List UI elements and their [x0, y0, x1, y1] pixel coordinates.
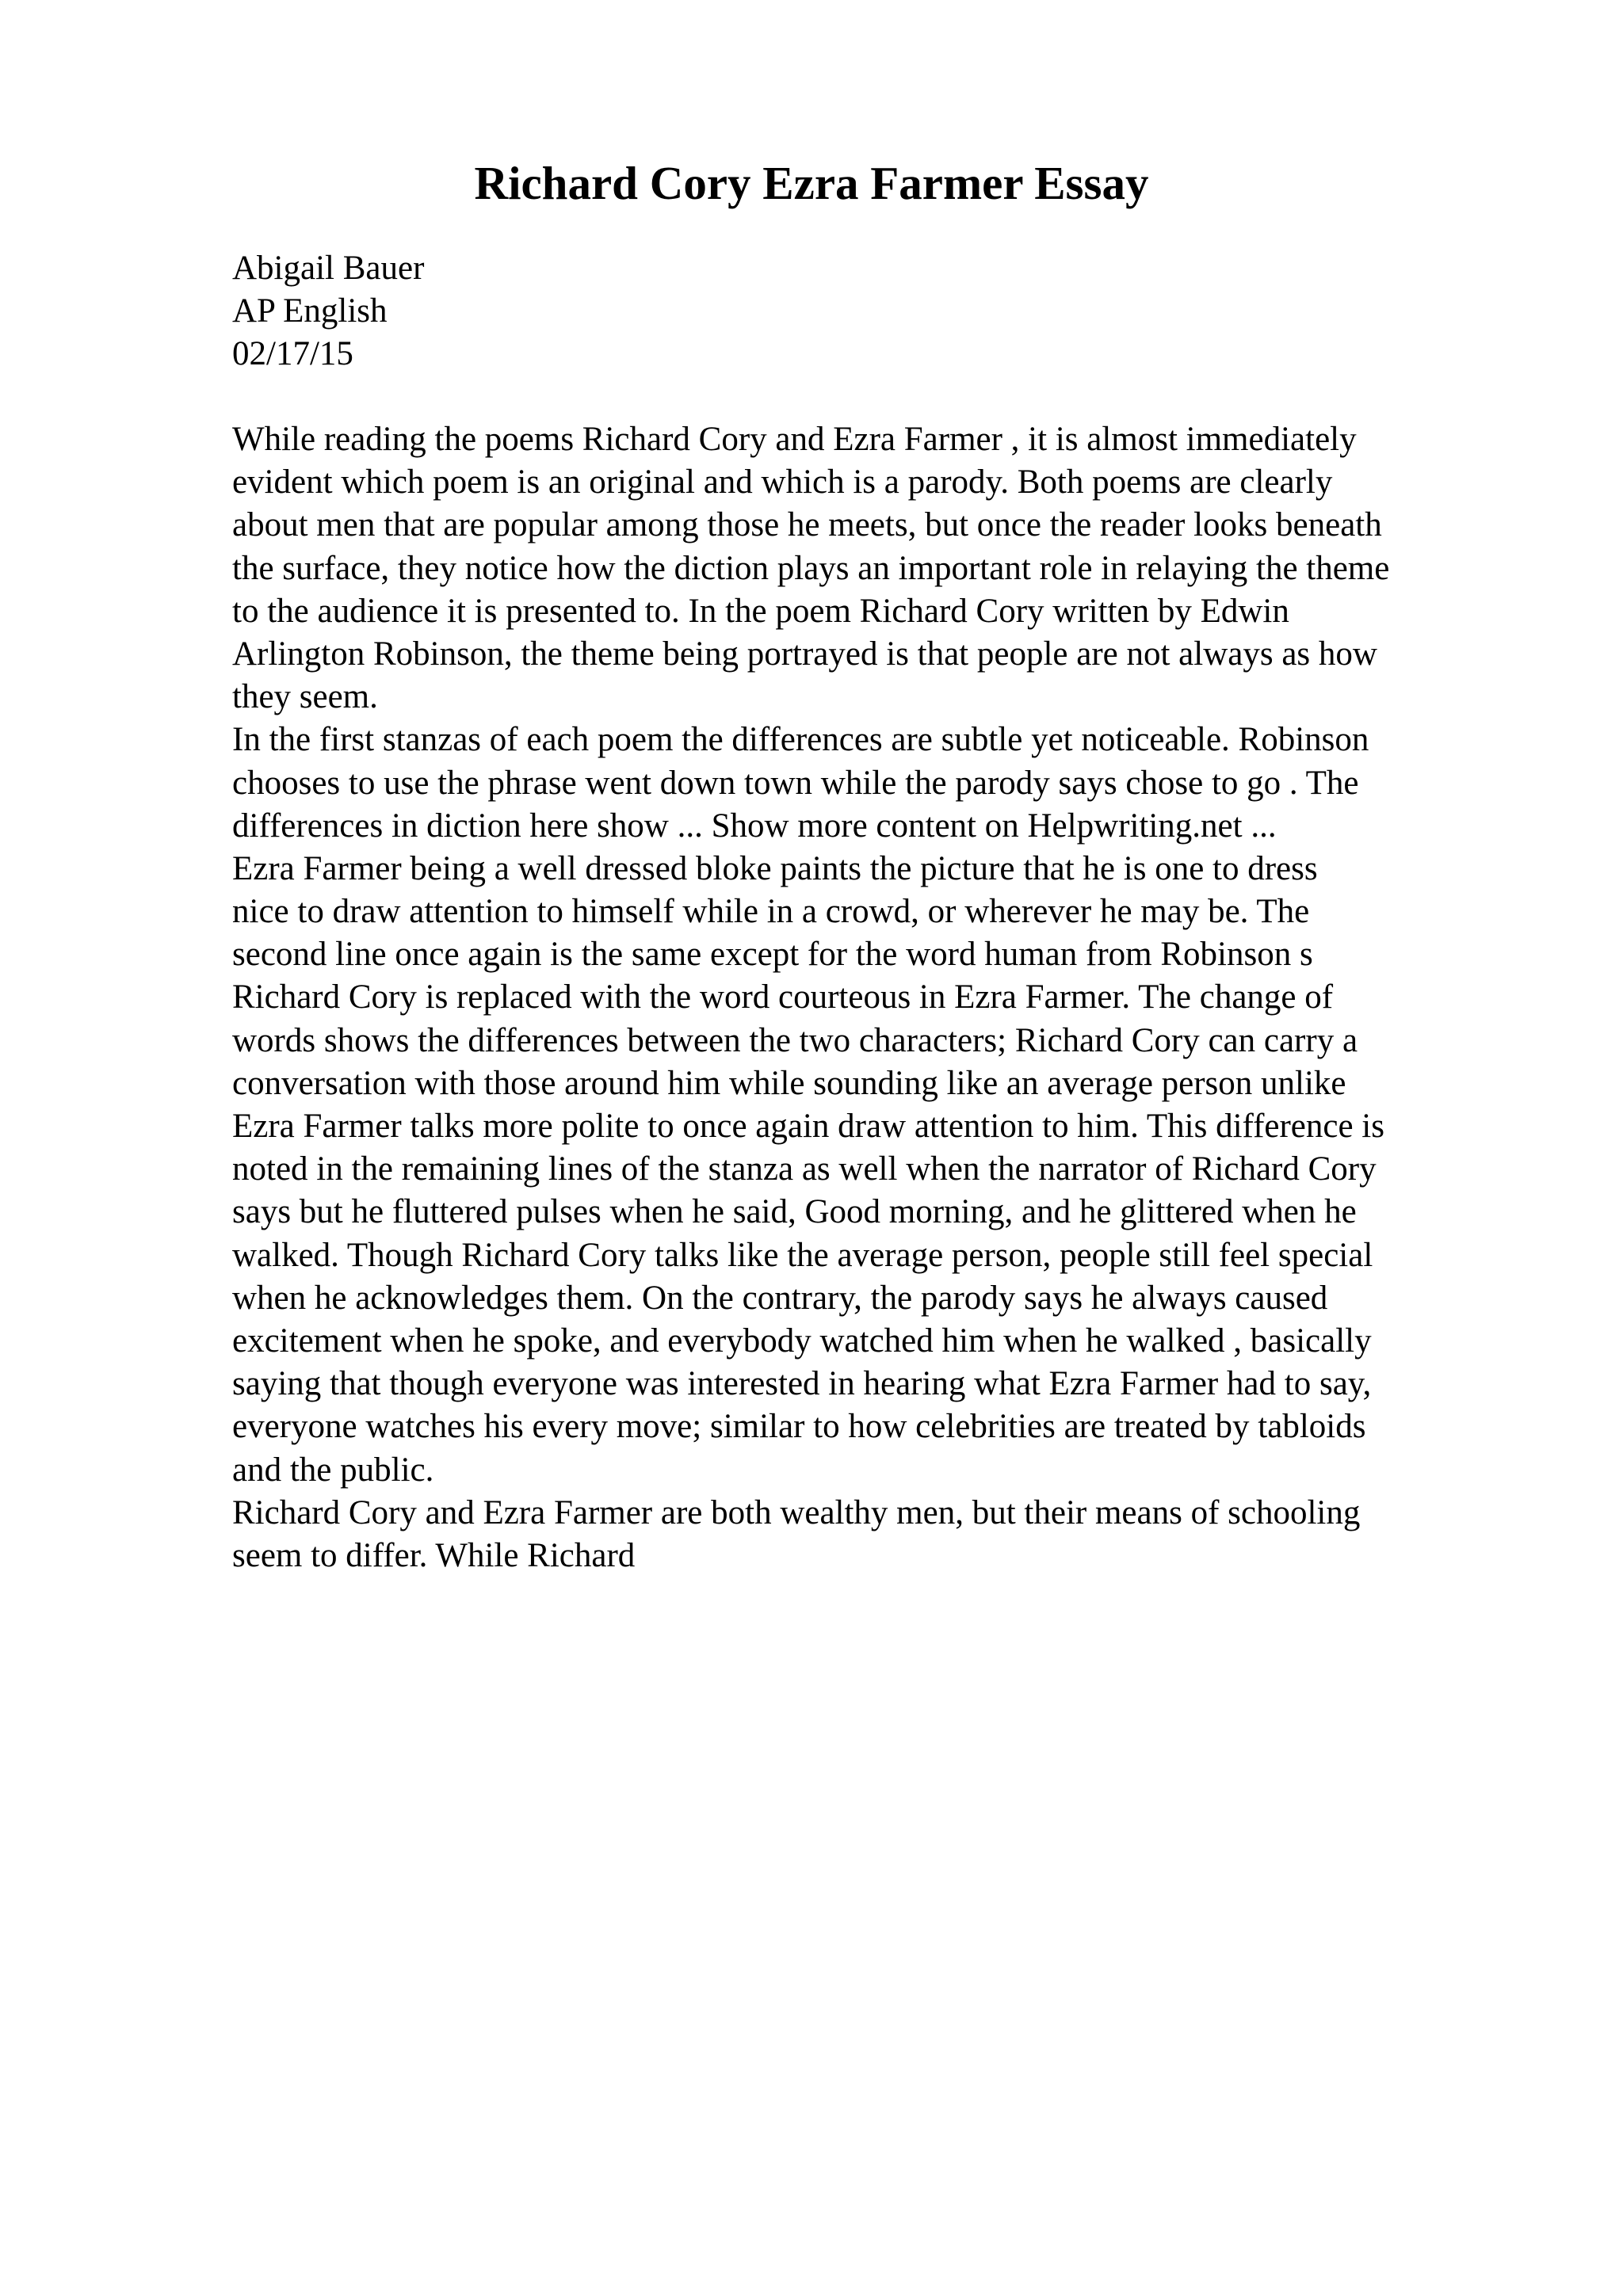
essay-line: everyone watches his every move; similar to how celebrities are treated by tabloids [232, 1408, 1366, 1446]
essay-line: says but he fluttered pulses when he said, Good morning, and he glittered when he [232, 1193, 1357, 1231]
essay-line: Richard Cory is replaced with the word courteous in Ezra Farmer. The change of [232, 978, 1334, 1016]
course-name: AP English [232, 292, 388, 330]
essay-line: saying that though everyone was interested in hearing what Ezra Farmer had to say, [232, 1365, 1372, 1403]
essay-line: Arlington Robinson, the theme being portrayed is that people are not always as how [232, 635, 1377, 673]
essay-line: about men that are popular among those he meets, but once the reader looks beneath [232, 506, 1382, 544]
essay-line: to the audience it is presented to. In the poem Richard Cory written by Edwin [232, 592, 1289, 630]
essay-line: Ezra Farmer being a well dressed bloke paints the picture that he is one to dress [232, 849, 1318, 887]
essay-line: and the public. [232, 1451, 434, 1489]
essay-line: nice to draw attention to himself while in a crowd, or wherever he may be. The [232, 893, 1310, 931]
document-title: Richard Cory Ezra Farmer Essay [474, 157, 1149, 209]
essay-line: the surface, they notice how the diction plays an important role in relaying the theme [232, 549, 1390, 587]
essay-line: conversation with those around him while sounding like an average person unlike [232, 1064, 1346, 1102]
essay-line: While reading the poems Richard Cory and Ezra Farmer , it is almost immediately [232, 421, 1357, 458]
essay-line: Richard Cory and Ezra Farmer are both wealthy men, but their means of schooling [232, 1493, 1361, 1531]
essay-line: they seem. [232, 678, 378, 716]
essay-line: chooses to use the phrase went down town while the parody says chose to go . The [232, 764, 1359, 802]
essay-line: second line once again is the same except for the word human from Robinson s [232, 936, 1313, 974]
essay-line: words shows the differences between the two characters; Richard Cory can carry a [232, 1021, 1358, 1059]
author-name: Abigail Bauer [232, 250, 425, 287]
essay-line: excitement when he spoke, and everybody watched him when he walked , basically [232, 1322, 1372, 1360]
essay-line: Ezra Farmer talks more polite to once again draw attention to him. This difference is [232, 1108, 1384, 1145]
document-date: 02/17/15 [232, 335, 353, 372]
essay-line: when he acknowledges them. On the contrary, the parody says he always caused [232, 1279, 1328, 1317]
essay-line: noted in the remaining lines of the stanza as well when the narrator of Richard Cory [232, 1150, 1377, 1188]
essay-line: In the first stanzas of each poem the differences are subtle yet noticeable. Robinson [232, 721, 1369, 759]
document-header-info [232, 247, 424, 376]
essay-line: seem to differ. While Richard [232, 1536, 636, 1574]
essay-line: walked. Though Richard Cory talks like the average person, people still feel special [232, 1236, 1373, 1274]
essay-line: evident which poem is an original and which is a parody. Both poems are clearly [232, 463, 1333, 502]
essay-body [232, 418, 1548, 1577]
essay-line: differences in diction here show ... Show more content on Helpwriting.net ... [232, 807, 1277, 845]
